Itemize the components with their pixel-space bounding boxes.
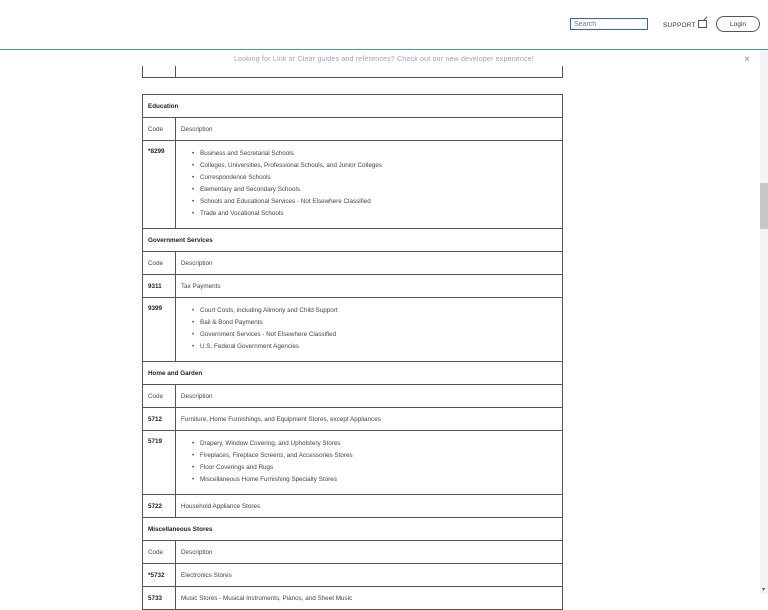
developer-banner[interactable]: Looking for Link or Clear guides and references? Check out our new developer experience! <box>233 56 535 63</box>
mcc-code: *5732 <box>143 564 176 587</box>
column-header-description: Description <box>176 541 563 564</box>
column-header-description: Description <box>176 385 563 408</box>
list-item: • Bail & Bond Payments <box>192 317 562 329</box>
column-header-code: Code <box>143 541 176 564</box>
column-header-description: Description <box>176 118 563 141</box>
scrollbar-thumb[interactable] <box>760 183 768 229</box>
mcc-description <box>176 298 563 362</box>
mcc-table <box>142 94 563 610</box>
column-header-code: Code <box>143 385 176 408</box>
search-input[interactable] <box>570 18 648 30</box>
mcc-description: Household Appliance Stores <box>176 495 563 518</box>
list-item: • Business and Secretarial Schools <box>192 148 562 160</box>
list-item: • Floor Coverings and Rugs <box>192 462 562 474</box>
table-row <box>143 275 563 298</box>
column-header-code: Code <box>143 252 176 275</box>
list-item: • Correspondence Schools <box>192 172 562 184</box>
mcc-code: 5733 <box>143 587 176 610</box>
list-item: • Elementary and Secondary Schools <box>192 184 562 196</box>
table-row <box>143 141 563 229</box>
support-link[interactable] <box>663 20 707 29</box>
section-title-miscellaneous: Miscellaneous Stores <box>143 518 563 541</box>
table-row <box>143 431 563 495</box>
table-row <box>143 564 563 587</box>
table-row <box>143 298 563 362</box>
mcc-description <box>176 431 563 495</box>
mcc-table-content <box>142 66 563 610</box>
mcc-code: *8299 <box>143 141 176 229</box>
section-title-education: Education <box>143 95 563 118</box>
table-row <box>143 587 563 610</box>
mcc-description: Tax Payments <box>176 275 563 298</box>
login-button[interactable]: Login <box>716 16 760 32</box>
mcc-description <box>176 141 563 229</box>
support-label: SUPPORT <box>663 22 696 29</box>
table-row <box>143 408 563 431</box>
list-item: • Government Services - Not Elsewhere Classified <box>192 329 562 341</box>
external-link-icon <box>698 20 707 28</box>
mcc-code: 5722 <box>143 495 176 518</box>
top-navigation-bar <box>0 0 768 50</box>
mcc-code: 5712 <box>143 408 176 431</box>
scroll-down-icon[interactable]: ▾ <box>762 587 766 593</box>
list-item: • Colleges, Universities, Professional Schools, and Junior Colleges <box>192 160 562 172</box>
column-header-description: Description <box>176 252 563 275</box>
table-row <box>143 495 563 518</box>
mcc-description: Electronics Stores <box>176 564 563 587</box>
list-item: • Schools and Educational Services - Not Elsewhere Classified <box>192 196 562 208</box>
section-title-home-garden: Home and Garden <box>143 362 563 385</box>
section-title-government: Government Services <box>143 229 563 252</box>
scrollbar-track[interactable] <box>760 50 768 594</box>
list-item: • Trade and Vocational Schools <box>192 208 562 220</box>
mcc-code: 9311 <box>143 275 176 298</box>
mcc-description: Furniture, Home Furnishings, and Equipment Stores, except Appliances <box>176 408 563 431</box>
mcc-description: Music Stores - Musical Instruments, Pianos, and Sheet Music <box>176 587 563 610</box>
mcc-code: 9399 <box>143 298 176 362</box>
list-item: • Miscellaneous Home Furnishing Specialty Stores <box>192 474 562 486</box>
close-icon[interactable]: × <box>744 54 750 65</box>
list-item: • Fireplaces, Fireplace Screens, and Accessories Stores <box>192 450 562 462</box>
list-item: • U.S. Federal Government Agencies <box>192 341 562 353</box>
previous-table-end <box>142 66 563 78</box>
column-header-code: Code <box>143 118 176 141</box>
list-item: • Drapery, Window Covering, and Upholstery Stores <box>192 438 562 450</box>
list-item: • Court Costs, including Alimony and Child Support <box>192 305 562 317</box>
mcc-code: 5719 <box>143 431 176 495</box>
